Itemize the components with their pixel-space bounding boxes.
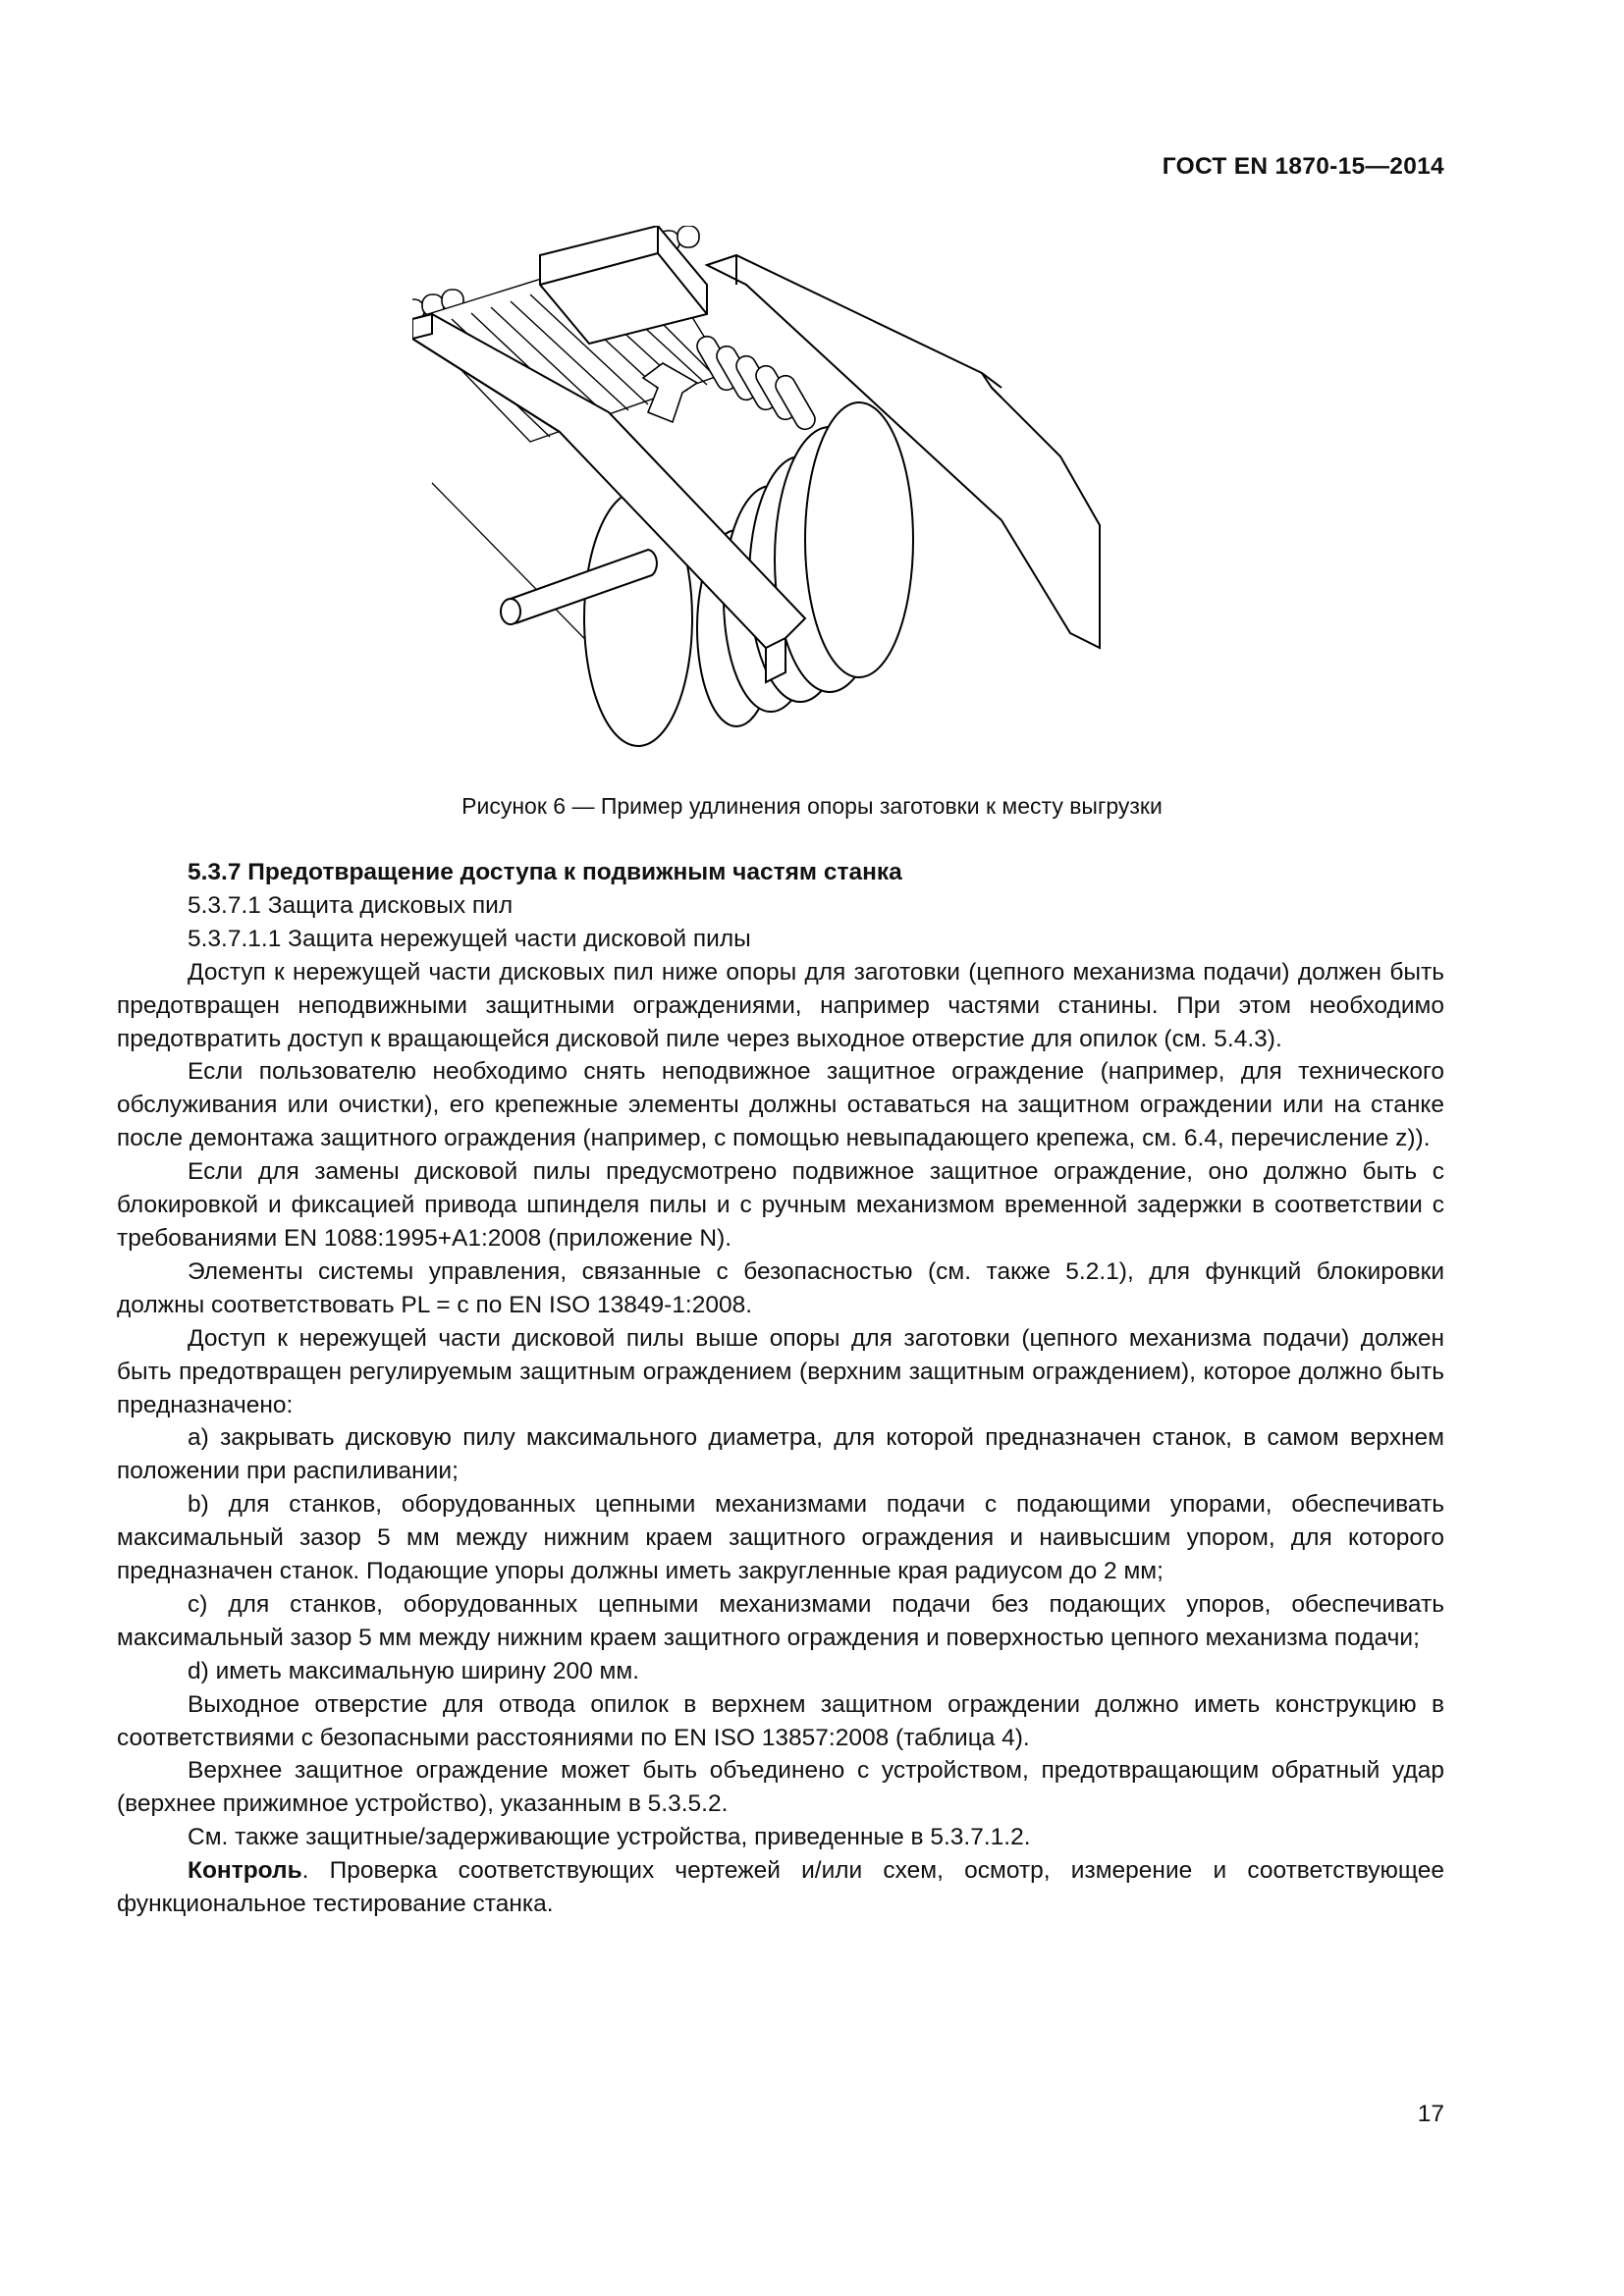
subsubsection-heading: 5.3.7.1.1 Защита нережущей части дисковой пилы xyxy=(188,925,751,952)
right-chain-rollers xyxy=(693,333,818,433)
page-number: 17 xyxy=(1417,2101,1444,2127)
document-header: ГОСТ EN 1870-15—2014 xyxy=(1162,153,1444,180)
list-item: d) иметь максимальную ширину 200 мм. xyxy=(188,1657,640,1684)
list-item: b) для станков, оборудованных цепными механизмами подачи с подающими упорами, обеспечивать максимальный зазор 5 мм между нижним краем защитного ограждения и наивысшим упором, для которого предназначен станок. Подающие упоры должны иметь закругленные края радиусом до 2 мм; xyxy=(117,1491,1444,1585)
section-heading: 5.3.7 Предотвращение доступа к подвижным частям станка xyxy=(188,859,902,885)
paragraph: Доступ к нережущей части дисковой пилы выше опоры для заготовки (цепного механизма подачи) должен быть предотвращен регулируемым защитным ограждением (верхним защитным ограждением), которое должно быть предназначено: xyxy=(117,1324,1444,1418)
paragraph: Если пользователю необходимо снять неподвижное защитное ограждение (например, для технического обслуживания или очистки), его крепежные элементы должны оставаться на защитном ограждении или на станке после демонтажа защитного ограждения (например, с помощью невыпадающего крепежа, см. 6.4, перечисление z)). xyxy=(117,1058,1444,1152)
paragraph: Доступ к нережущей части дисковых пил ниже опоры для заготовки (цепного механизма подачи) должен быть предотвращен неподвижными защитными ограждениями, например частями станины. При этом необходимо предотвратить доступ к вращающейся дисковой пиле через выходное отверстие для опилок (см. 5.4.3). xyxy=(117,958,1444,1052)
paragraph: Если для замены дисковой пилы предусмотрено подвижное защитное ограждение, оно должно быть с блокировкой и фиксацией привода шпинделя пилы и с ручным механизмом временной задержки в соответствии с требованиями EN 1088:1995+A1:2008 (приложение N). xyxy=(117,1158,1444,1252)
document-body xyxy=(117,856,1444,1921)
saw-disc-5 xyxy=(805,402,913,677)
paragraph: Верхнее защитное ограждение может быть объединено с устройством, предотвращающим обратный удар (верхнее прижимное устройство), указанным в 5.3.5.2. xyxy=(117,1757,1444,1818)
list-item: a) закрывать дисковую пилу максимального диаметра, для которой предназначен станок, в самом верхнем положении при распиливании; xyxy=(117,1424,1444,1485)
control-text: . Проверка соответствующих чертежей и/или схем, осмотр, измерение и соответствующее функциональное тестирование станка. xyxy=(117,1857,1444,1918)
subsection-heading: 5.3.7.1 Защита дисковых пил xyxy=(188,891,514,919)
control-paragraph xyxy=(117,1854,1444,1921)
paragraph: Выходное отверстие для отвода опилок в верхнем защитном ограждении должно иметь конструкцию в соответствиями с безопасными расстояниями по EN ISO 13857:2008 (таблица 4). xyxy=(117,1690,1444,1751)
list-item: с) для станков, оборудованных цепными механизмами подачи без подающих упоров, обеспечивать максимальный зазор 5 мм между нижним краем защитного ограждения и поверхностью цепного механизма подачи; xyxy=(117,1590,1444,1651)
control-label: Контроль xyxy=(188,1857,302,1885)
figure-6-illustration xyxy=(412,226,1178,775)
paragraph: Элементы системы управления, связанные с безопасностью (см. также 5.2.1), для функций блокировки должны соответствовать PL = с по EN ISO 13849-1:2008. xyxy=(117,1257,1444,1318)
figure-caption: Рисунок 6 — Пример удлинения опоры заготовки к месту выгрузки xyxy=(461,793,1163,819)
paragraph: См. также защитные/задерживающие устройства, приведенные в 5.3.7.1.2. xyxy=(188,1824,1031,1851)
